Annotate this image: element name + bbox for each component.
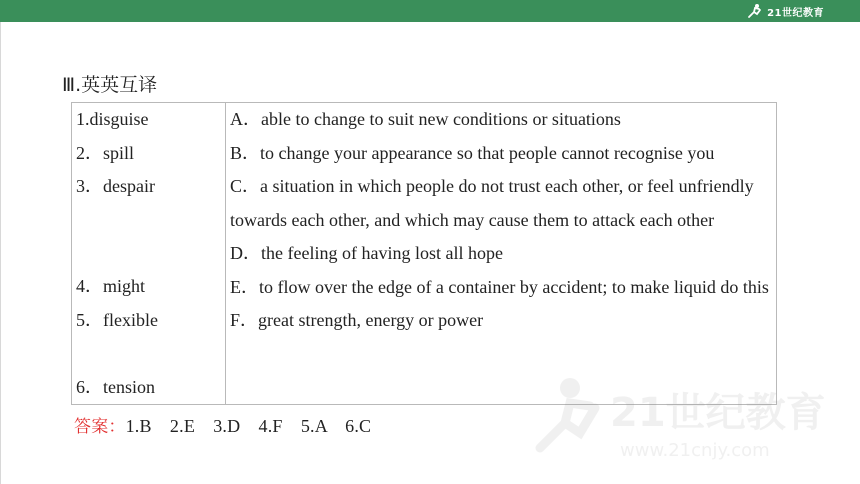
word-item: 1.disguise [76, 109, 149, 129]
watermark-brand: 21世纪教育 [610, 390, 826, 436]
word-item: 4．might [76, 276, 146, 296]
answer-label: 答案： [74, 417, 126, 437]
word-item: 3．despair [76, 176, 155, 196]
definition-cell [226, 103, 777, 405]
word-cell [72, 103, 226, 405]
definition-item: E．to flow over the edge of a container by accident; to make liquid do this [230, 276, 769, 297]
definition-item: F．great strength, energy or power [230, 310, 484, 330]
table-row [72, 103, 777, 405]
watermark-url: www.21cnjy.com [620, 440, 770, 461]
left-border-line [0, 22, 1, 484]
runner-logo-icon [746, 3, 764, 19]
brand-logo [746, 2, 824, 20]
word-item: 5．flexible [76, 309, 158, 330]
definition-item: C．a situation in which people do not trust each other, or feel unfriendly towards each other, and which may cause them to attack each other [230, 176, 754, 230]
top-banner [0, 0, 860, 22]
word-item: 2．spill [76, 142, 135, 163]
definition-item: A．able to change to suit new conditions or situations [230, 109, 621, 129]
answer-text: 1.B 2.E 3.D 4.F 5.A 6.C [125, 416, 372, 436]
definition-item: D．the feeling of having lost all hope [230, 243, 503, 263]
answer-line [74, 412, 371, 438]
watermark-logo [530, 368, 830, 464]
word-item: 6．tension [76, 376, 155, 397]
matching-table [71, 102, 777, 405]
brand-text: 21世纪教育 [767, 7, 824, 19]
definition-item: B．to change your appearance so that people cannot recognise you [230, 142, 715, 163]
section-heading: Ⅲ.英英互译 [62, 74, 158, 96]
